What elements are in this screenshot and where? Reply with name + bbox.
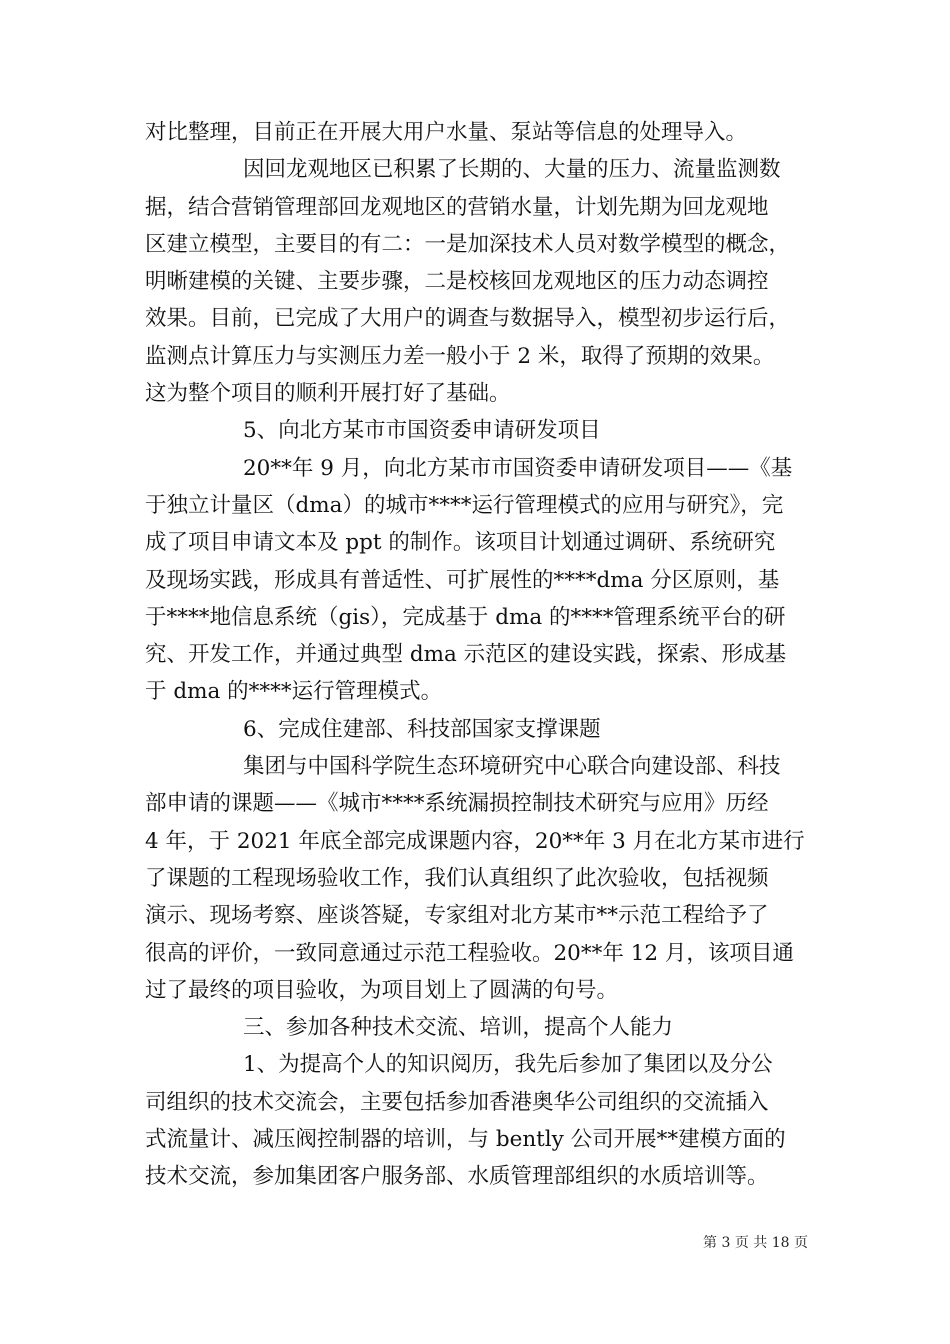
text-line: 成了项目申请文本及 ppt 的制作。该项目计划通过调研、系统研究 bbox=[145, 530, 776, 556]
section-heading-5 bbox=[145, 412, 810, 449]
text-line: 对比整理，目前正在开展大用户水量、泵站等信息的处理导入。 bbox=[145, 120, 748, 145]
paragraph-continuation bbox=[145, 114, 810, 151]
heading-text: 6、完成住建部、科技部国家支撑课题 bbox=[243, 716, 601, 742]
text-line: 式流量计、减压阀控制器的培训，与 bently 公司开展**建模方面的 bbox=[145, 1127, 786, 1153]
heading-text: 三、参加各种技术交流、培训，提高个人能力 bbox=[243, 1015, 674, 1041]
text-line: 司组织的技术交流会，主要包括参加香港奥华公司组织的交流插入 bbox=[145, 1089, 769, 1115]
paragraph-dma-project bbox=[145, 450, 810, 711]
section-heading-6 bbox=[145, 711, 810, 748]
text-line: 于 dma 的****运行管理模式。 bbox=[145, 679, 443, 705]
text-line: 据，结合营销管理部回龙观地区的营销水量，计划先期为回龙观地 bbox=[145, 194, 769, 220]
text-line: 集团与中国科学院生态环境研究中心联合向建设部、科技 bbox=[243, 754, 781, 780]
paragraph-hlg-model bbox=[145, 151, 810, 412]
document-body bbox=[145, 114, 810, 1196]
text-line: 究、开发工作，并通过典型 dma 示范区的建设实践，探索、形成基 bbox=[145, 642, 787, 668]
text-line: 这为整个项目的顺利开展打好了基础。 bbox=[145, 381, 511, 407]
paragraph-training bbox=[145, 1046, 810, 1195]
heading-text: 5、向北方某市市国资委申请研发项目 bbox=[243, 418, 601, 444]
text-line: 1、为提高个人的知识阅历，我先后参加了集团以及分公 bbox=[243, 1052, 773, 1078]
text-line: 监测点计算压力与实测压力差一般小于 2 米，取得了预期的效果。 bbox=[145, 343, 775, 369]
text-line: 4 年，于 2021 年底全部完成课题内容，20**年 3 月在北方某市进行 bbox=[145, 828, 805, 854]
text-line: 演示、现场考察、座谈答疑，专家组对北方某市**示范工程给予了 bbox=[145, 903, 769, 929]
text-line: 过了最终的项目验收，为项目划上了圆满的句号。 bbox=[145, 977, 619, 1003]
text-line: 20**年 9 月，向北方某市市国资委申请研发项目——《基 bbox=[243, 455, 793, 481]
text-line: 于****地信息系统（gis），完成基于 dma 的****管理系统平台的研 bbox=[145, 604, 786, 630]
text-line: 技术交流，参加集团客户服务部、水质管理部组织的水质培训等。 bbox=[145, 1164, 769, 1190]
paragraph-leak-control bbox=[145, 748, 810, 1009]
text-line: 明晰建模的关键、主要步骤，二是校核回龙观地区的压力动态调控 bbox=[145, 269, 769, 295]
text-line: 区建立模型，主要目的有二：一是加深技术人员对数学模型的概念， bbox=[145, 231, 791, 257]
text-line: 因回龙观地区已积累了长期的、大量的压力、流量监测数 bbox=[243, 157, 781, 183]
text-line: 了课题的工程现场验收工作，我们认真组织了此次验收，包括视频 bbox=[145, 865, 769, 891]
section-heading-3 bbox=[145, 1009, 810, 1046]
text-line: 于独立计量区（dma）的城市****运行管理模式的应用与研究》，完 bbox=[145, 492, 784, 518]
page-number-footer: 第 3 页 共 18 页 bbox=[703, 1235, 808, 1251]
text-line: 很高的评价，一致同意通过示范工程验收。20**年 12 月，该项目通 bbox=[145, 940, 794, 966]
text-line: 部申请的课题——《城市****系统漏损控制技术研究与应用》历经 bbox=[145, 791, 769, 817]
text-line: 效果。目前，已完成了大用户的调查与数据导入，模型初步运行后， bbox=[145, 306, 791, 332]
text-line: 及现场实践，形成具有普适性、可扩展性的****dma 分区原则，基 bbox=[145, 567, 780, 593]
